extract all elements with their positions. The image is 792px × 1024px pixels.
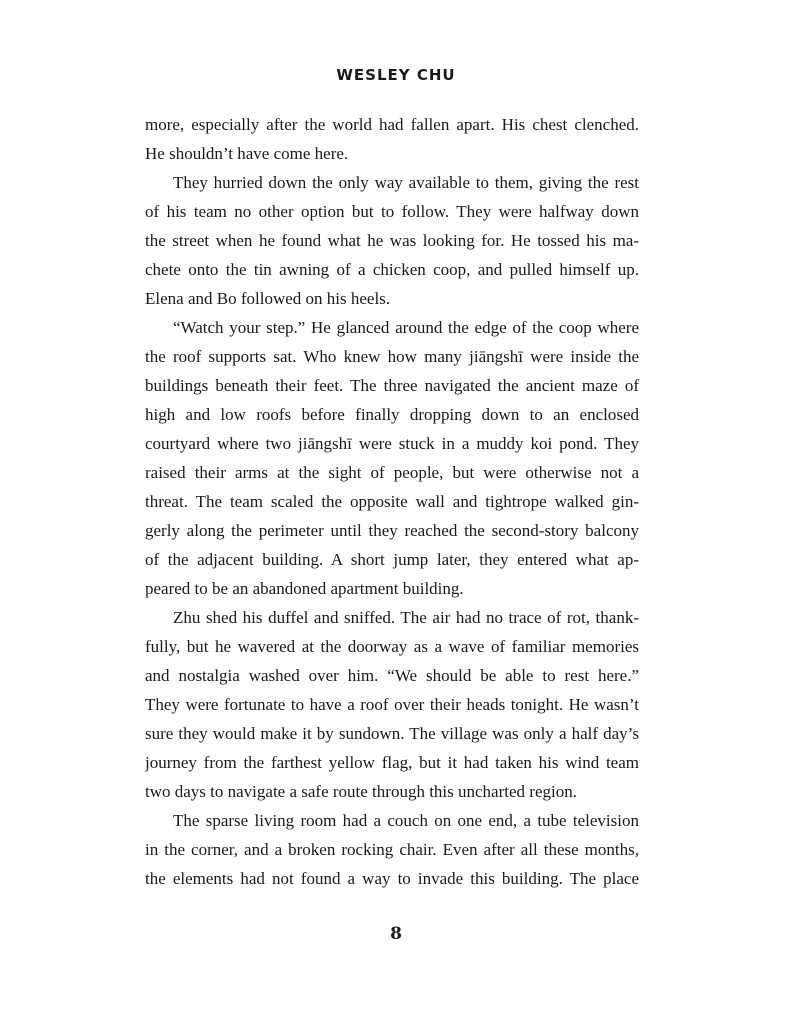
text-line: “Watch your step.” He glanced around the edge of the coop where xyxy=(173,318,639,337)
page-number: 8 xyxy=(390,924,402,944)
text-line: fully, but he wavered at the doorway as a wave of familiar memories xyxy=(145,637,639,656)
text-line: the elements had not found a way to invade this building. The place xyxy=(145,869,639,888)
text-line: journey from the farthest yellow flag, but it had taken his wind team xyxy=(145,753,639,772)
text-line: Zhu shed his duffel and sniffed. The air had no trace of rot, thank- xyxy=(173,608,639,627)
text-line: They hurried down the only way available to them, giving the rest xyxy=(173,173,639,192)
text-line: chete onto the tin awning of a chicken coop, and pulled himself up. xyxy=(145,260,639,279)
text-line: courtyard where two jiāngshī were stuck in a muddy koi pond. They xyxy=(145,434,639,453)
text-line: high and low roofs before finally dropping down to an enclosed xyxy=(145,405,639,424)
text-line: two days to navigate a safe route through this uncharted region. xyxy=(145,782,577,801)
text-line: The sparse living room had a couch on one end, a tube television xyxy=(173,811,639,830)
text-line: in the corner, and a broken rocking chair. Even after all these months, xyxy=(145,840,639,859)
body-text xyxy=(145,110,639,893)
text-line: buildings beneath their feet. The three navigated the ancient maze of xyxy=(145,376,639,395)
text-line: They were fortunate to have a roof over their heads tonight. He wasn’t xyxy=(145,695,639,714)
text-line: Elena and Bo followed on his heels. xyxy=(145,289,391,308)
text-line: He shouldn’t have come here. xyxy=(145,144,349,163)
text-line: the roof supports sat. Who knew how many jiāngshī were inside the xyxy=(145,347,639,366)
text-line: of the adjacent building. A short jump later, they entered what ap- xyxy=(145,550,639,569)
text-line: of his team no other option but to follow. They were halfway down xyxy=(145,202,639,221)
text-line: and nostalgia washed over him. “We should be able to rest here.” xyxy=(145,666,639,685)
text-line: more, especially after the world had fallen apart. His chest clenched. xyxy=(145,115,639,134)
running-head: WESLEY CHU xyxy=(336,66,456,84)
text-line: raised their arms at the sight of people, but were otherwise not a xyxy=(145,463,639,482)
text-line: peared to be an abandoned apartment building. xyxy=(145,579,464,598)
text-line: threat. The team scaled the opposite wall and tightrope walked gin- xyxy=(145,492,639,511)
text-line: the street when he found what he was looking for. He tossed his ma- xyxy=(145,231,639,250)
text-line: gerly along the perimeter until they reached the second-story balcony xyxy=(145,521,639,540)
text-line: sure they would make it by sundown. The village was only a half day’s xyxy=(145,724,639,743)
